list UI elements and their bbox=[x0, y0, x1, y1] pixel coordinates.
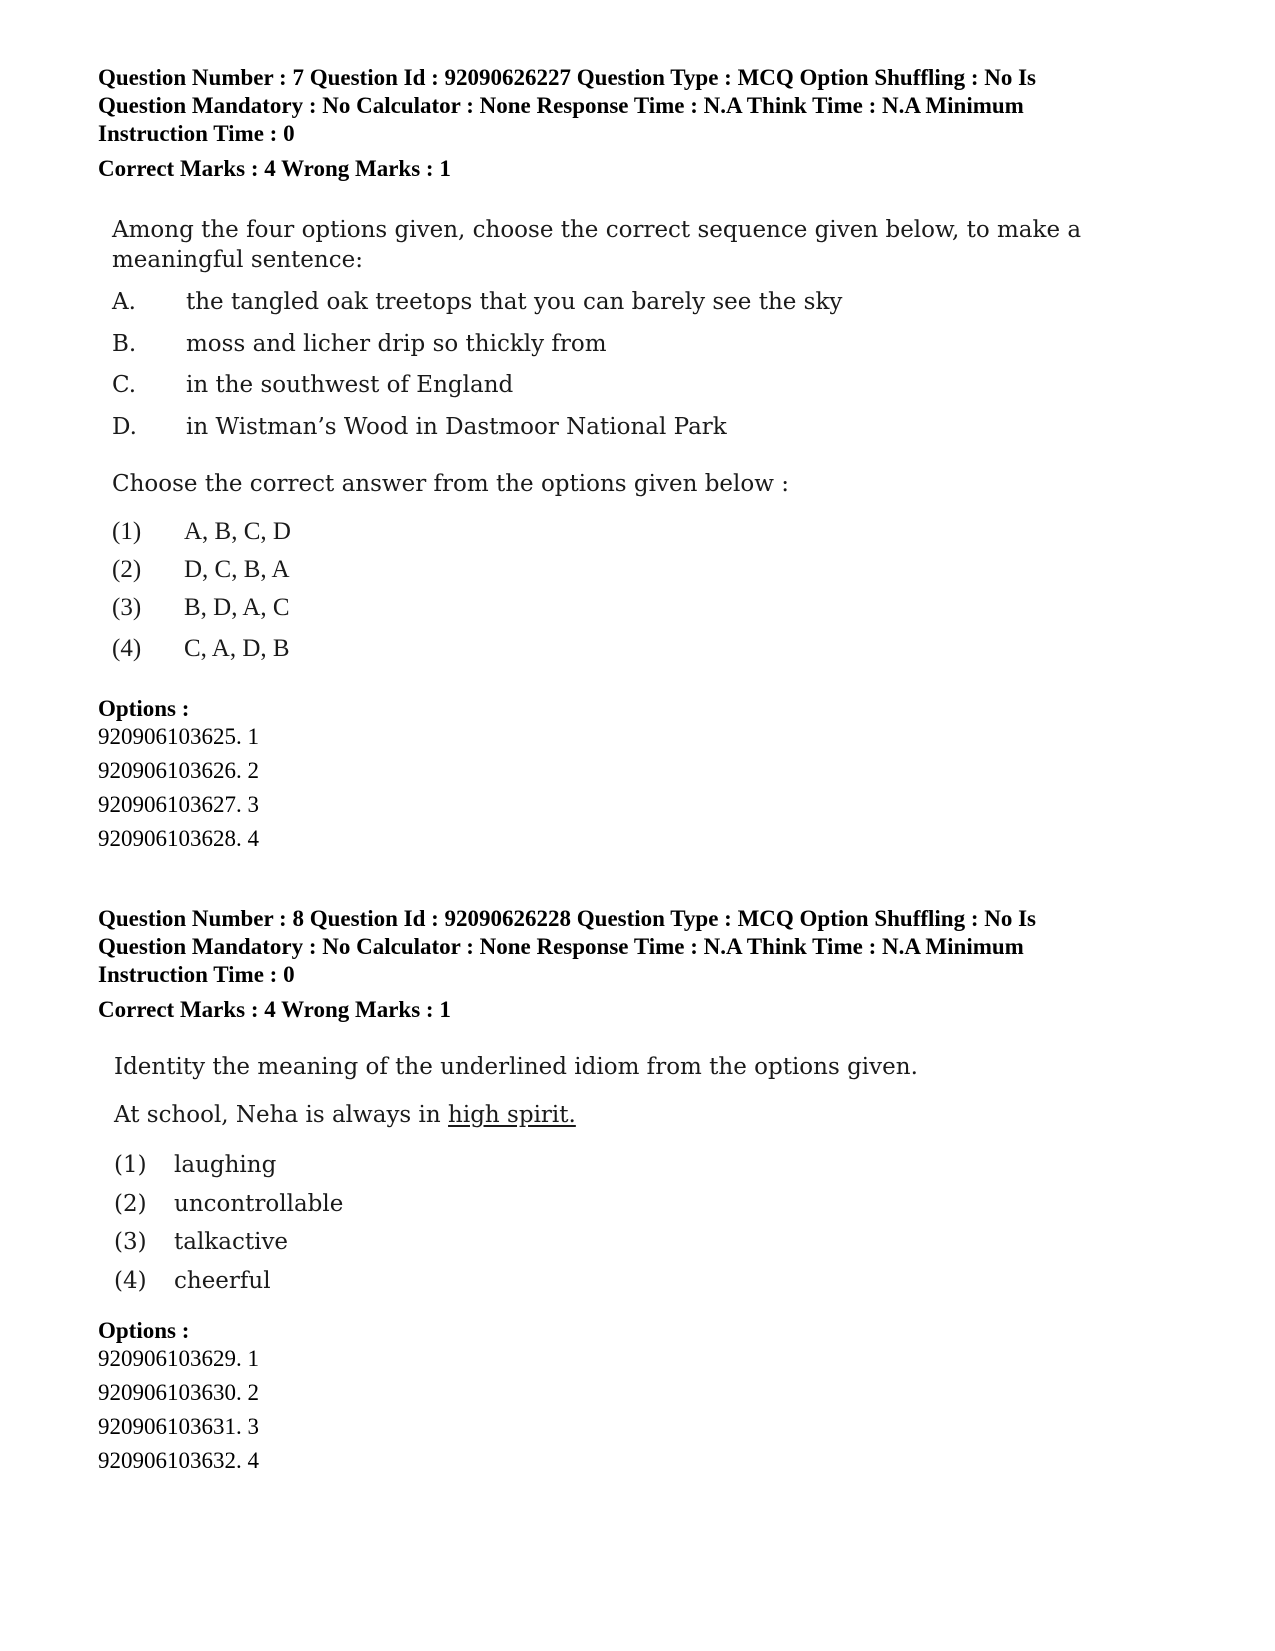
choice-item bbox=[112, 634, 290, 664]
question-header-line: Instruction Time : 0 bbox=[98, 962, 295, 987]
question-8-option-ids bbox=[98, 1342, 259, 1478]
statement-item bbox=[112, 370, 513, 400]
option-id-item: 920906103630. 2 bbox=[98, 1380, 259, 1405]
choice-text: laughing bbox=[174, 1152, 277, 1178]
choice-label: (3) bbox=[114, 1229, 147, 1255]
question-header-line: Question Mandatory : No Calculator : None Response Time : N.A Think Time : N.A Minimum bbox=[98, 93, 1024, 118]
choose-instruction: Choose the correct answer from the options given below : bbox=[112, 471, 789, 497]
idiom-sentence bbox=[114, 1100, 576, 1130]
question-header-line: Instruction Time : 0 bbox=[98, 121, 295, 146]
choice-text: D, C, B, A bbox=[184, 556, 290, 583]
statement-label: A. bbox=[112, 289, 136, 315]
statement-label: C. bbox=[112, 372, 137, 398]
question-header-line: Question Mandatory : No Calculator : None Response Time : N.A Think Time : N.A Minimum bbox=[98, 934, 1024, 959]
choice-item bbox=[112, 517, 291, 547]
choice-label: (1) bbox=[112, 518, 142, 545]
question-prompt-line: Among the four options given, choose the correct sequence given below, to make a bbox=[112, 217, 1082, 243]
sentence-text: At school, Neha is always in bbox=[114, 1102, 449, 1128]
choice-item bbox=[112, 593, 290, 623]
choice-item bbox=[114, 1189, 343, 1219]
statement-text: moss and licher drip so thickly from bbox=[186, 331, 607, 357]
choice-text: talkactive bbox=[174, 1229, 289, 1255]
choice-label: (2) bbox=[114, 1191, 147, 1217]
choice-item bbox=[114, 1266, 271, 1296]
underlined-idiom: high spirit. bbox=[448, 1102, 576, 1128]
choice-text: C, A, D, B bbox=[184, 635, 290, 662]
option-id-item: 920906103625. 1 bbox=[98, 724, 259, 749]
option-id-item: 920906103632. 4 bbox=[98, 1448, 259, 1473]
choice-text: A, B, C, D bbox=[184, 518, 291, 545]
choice-text: uncontrollable bbox=[174, 1191, 344, 1217]
option-id-item: 920906103631. 3 bbox=[98, 1414, 259, 1439]
question-header-line: Question Number : 8 Question Id : 92090626228 Question Type : MCQ Option Shuffling : No Is bbox=[98, 906, 1037, 931]
question-8-marks: Correct Marks : 4 Wrong Marks : 1 bbox=[98, 997, 451, 1022]
question-7-option-ids bbox=[98, 720, 259, 856]
question-prompt-line: meaningful sentence: bbox=[112, 247, 363, 273]
choice-label: (4) bbox=[114, 1268, 147, 1294]
statement-label: B. bbox=[112, 331, 137, 357]
question-7-header bbox=[98, 64, 1178, 148]
option-id-item: 920906103626. 2 bbox=[98, 758, 259, 783]
question-7-body bbox=[112, 215, 1112, 662]
statement-label: D. bbox=[112, 414, 137, 440]
statement-item bbox=[112, 329, 607, 359]
choice-label: (1) bbox=[114, 1152, 147, 1178]
choice-item bbox=[114, 1150, 276, 1180]
choice-item bbox=[112, 555, 290, 585]
choice-label: (2) bbox=[112, 556, 142, 583]
options-title: Options : bbox=[98, 1318, 190, 1343]
choice-label: (4) bbox=[112, 635, 142, 662]
statement-text: in Wistman’s Wood in Dastmoor National Park bbox=[186, 414, 727, 440]
option-id-item: 920906103628. 4 bbox=[98, 826, 259, 851]
question-header-line: Question Number : 7 Question Id : 92090626227 Question Type : MCQ Option Shuffling : No Is bbox=[98, 65, 1037, 90]
statement-text: the tangled oak treetops that you can barely see the sky bbox=[186, 289, 843, 315]
question-8-header bbox=[98, 905, 1178, 989]
option-id-item: 920906103627. 3 bbox=[98, 792, 259, 817]
options-title: Options : bbox=[98, 696, 190, 721]
statement-item bbox=[112, 287, 842, 317]
statement-text: in the southwest of England bbox=[186, 372, 514, 398]
choice-label: (3) bbox=[112, 594, 142, 621]
choice-item bbox=[114, 1227, 288, 1257]
choice-text: cheerful bbox=[174, 1268, 271, 1294]
choice-text: B, D, A, C bbox=[184, 594, 290, 621]
option-id-item: 920906103629. 1 bbox=[98, 1346, 259, 1371]
question-7-marks: Correct Marks : 4 Wrong Marks : 1 bbox=[98, 156, 451, 181]
statement-item bbox=[112, 412, 727, 442]
question-prompt: Identity the meaning of the underlined idiom from the options given. bbox=[114, 1054, 918, 1080]
